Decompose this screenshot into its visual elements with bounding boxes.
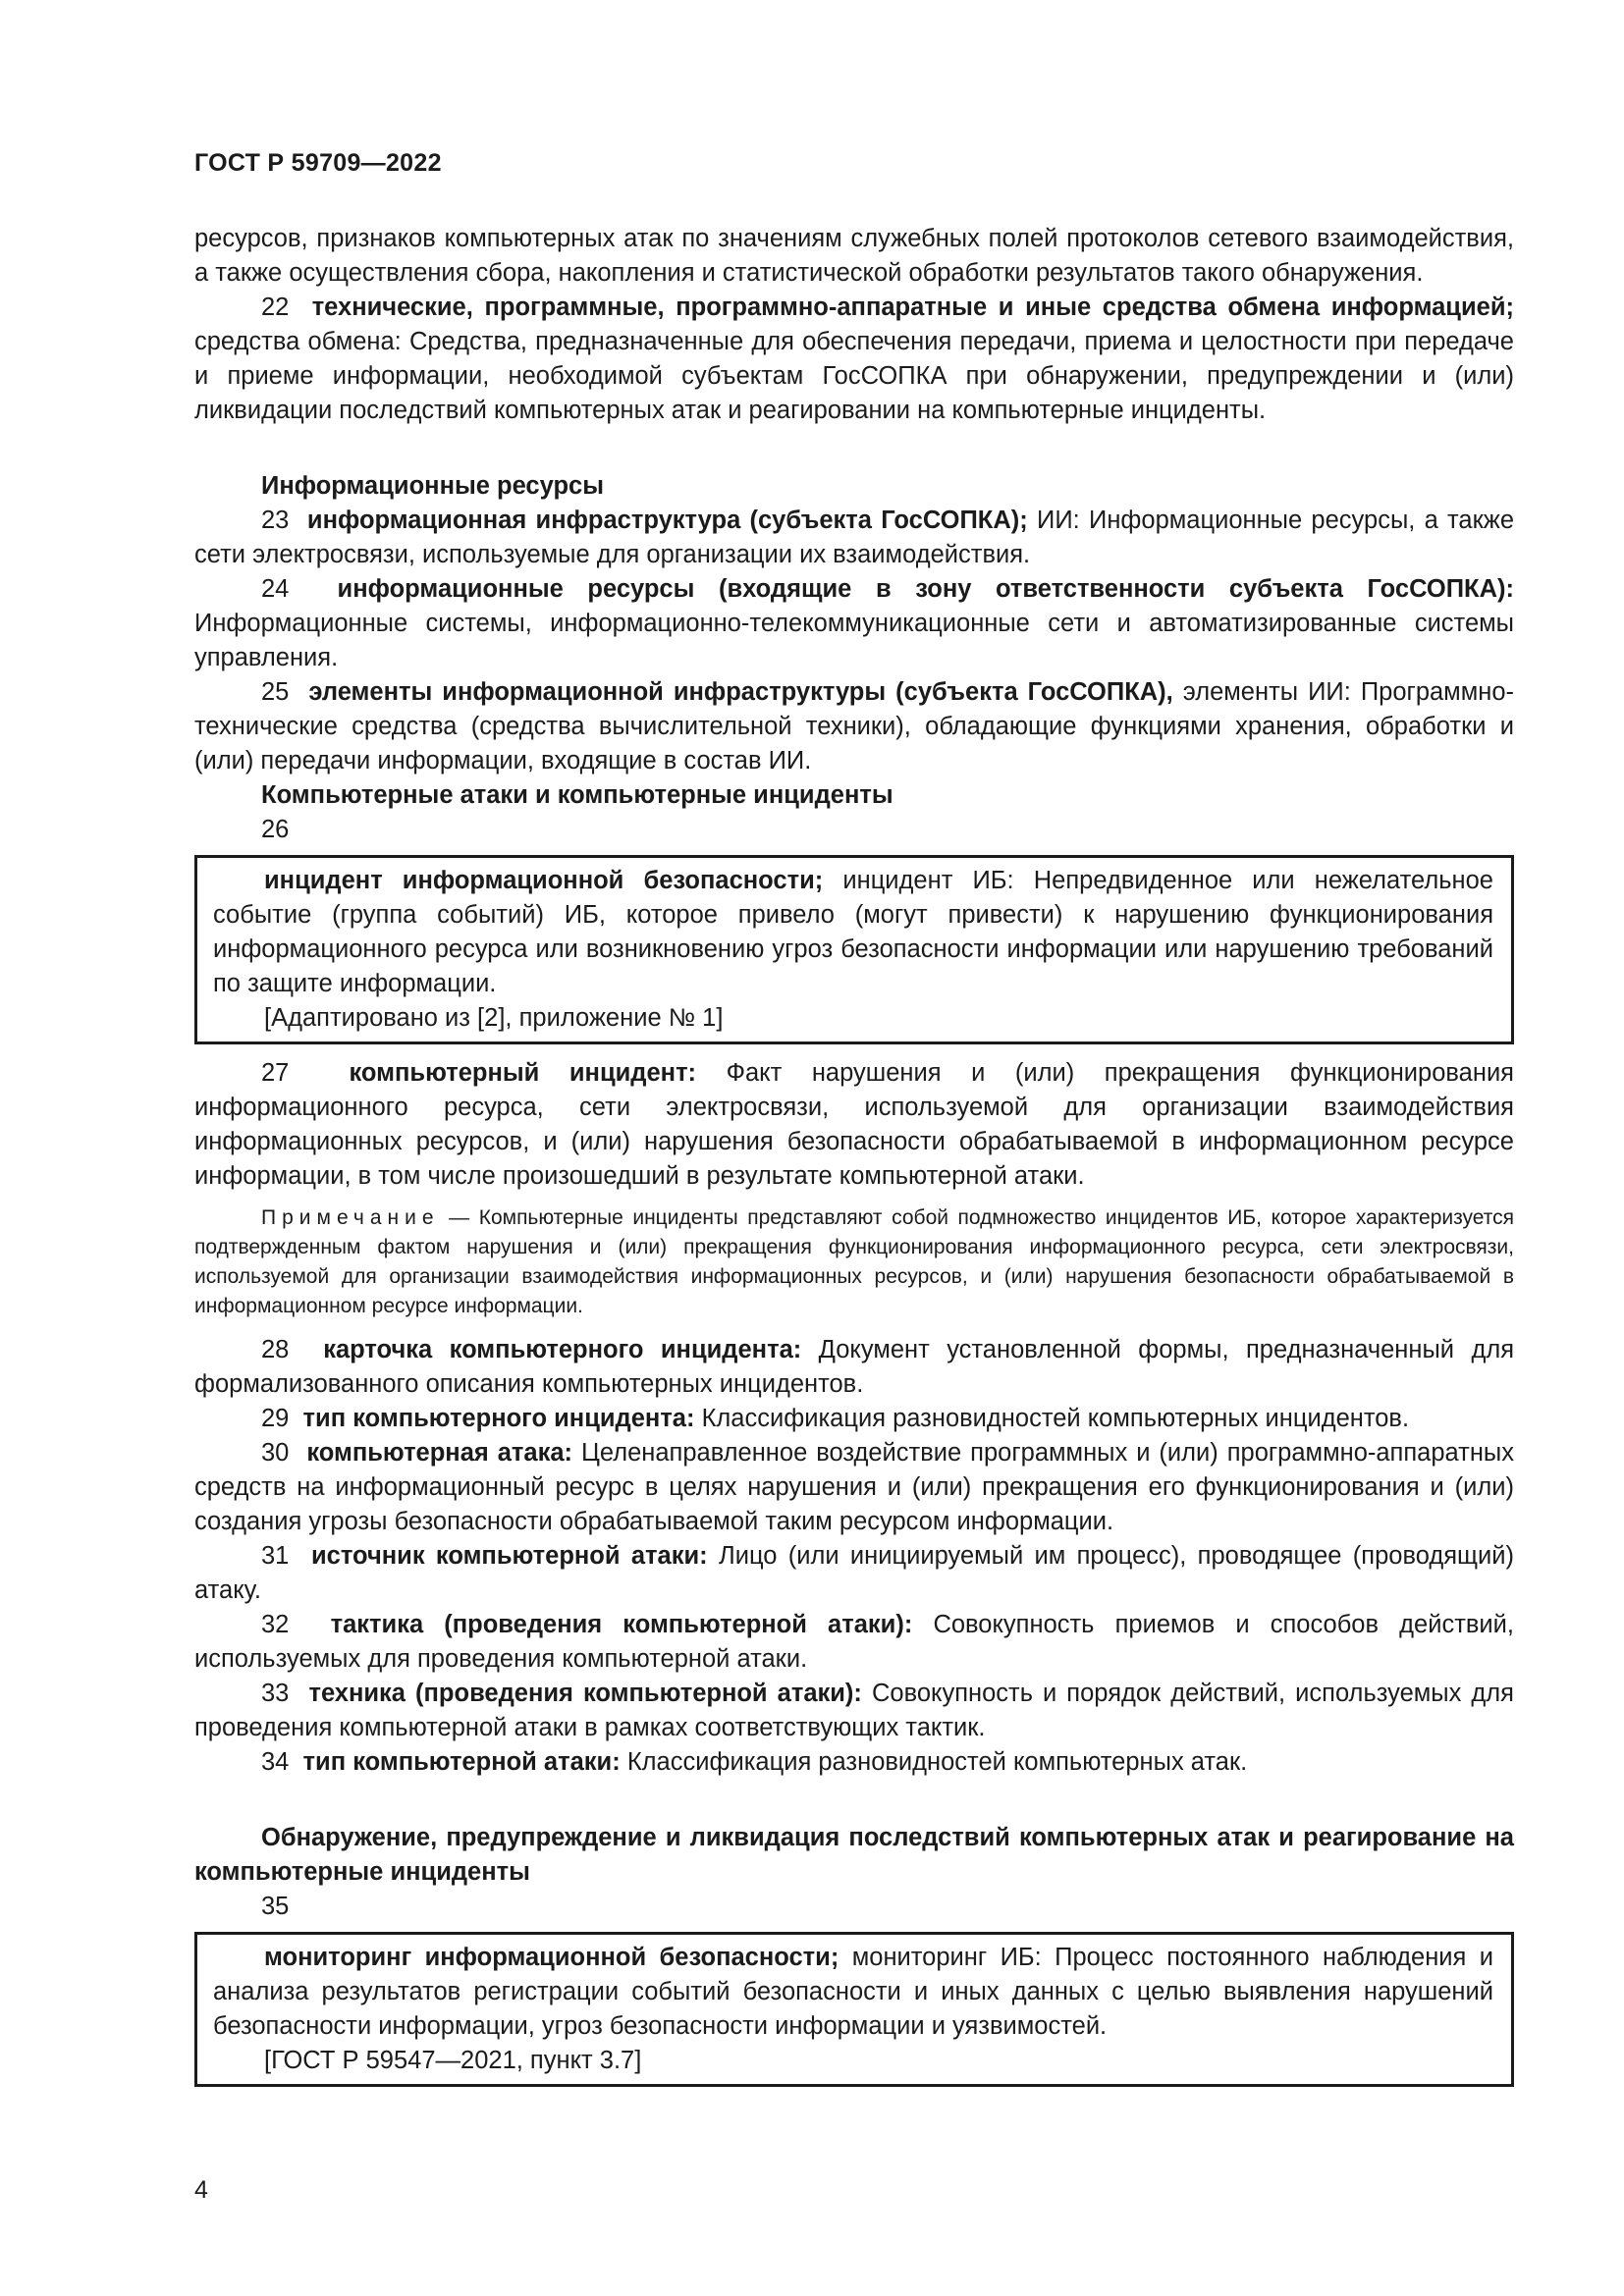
term-title: информационная инфраструктура (субъекта ГосСОПКА); — [306, 507, 1028, 534]
term-number: 30 — [261, 1439, 290, 1467]
term-title: техника (проведения компьютерной атаки): — [308, 1680, 862, 1707]
term-title: технические, программные, программно-аппаратные и иные средства обмена информацией; — [311, 294, 1514, 321]
term-number: 25 — [261, 678, 290, 706]
term-number: 33 — [261, 1680, 290, 1707]
term-number: 22 — [261, 294, 290, 321]
term-title: элементы информационной инфраструктуры (субъекта ГосСОПКА), — [308, 678, 1173, 706]
term-number: 34 — [261, 1748, 290, 1776]
section-heading-attacks: Компьютерные атаки и компьютерные инциденты — [261, 781, 893, 809]
section-heading-resources: Информационные ресурсы — [261, 472, 604, 500]
term-number: 32 — [261, 1611, 290, 1638]
term-definition: инцидент ИБ: Непредвиденное или нежелательное событие (группа событий) ИБ, которое привело (могут привести) к нарушению функционирования информационного ресурса или возникновению угроз безопасности информации или нарушению требований по защите информации. — [213, 867, 1493, 997]
term-33 — [194, 1677, 1514, 1745]
term-number: 23 — [261, 507, 290, 534]
term-34 — [194, 1745, 1514, 1780]
term-23 — [194, 504, 1514, 572]
term-number: 29 — [261, 1405, 290, 1432]
note-27 — [194, 1203, 1514, 1321]
term-definition: Информационные системы, информационно-телекоммуникационные сети и автоматизированные системы управления. — [194, 610, 1514, 671]
note-label: Примечание — [261, 1206, 440, 1229]
term-definition: Лицо (или инициируемый им процесс), проводящее (проводящий) атаку. — [194, 1542, 1514, 1604]
term-source: [ГОСТ Р 59547—2021, пункт 3.7] — [264, 2047, 642, 2074]
note-text: — Компьютерные инциденты представляют собой подмножество инцидентов ИБ, которое характеризуется подтвержденным фактом нарушения и (или) прекращения функционирования информационного ресурса, сети электросвязи, используемой для организации взаимодействия информационных ресурсов, и (или) нарушения безопасности обрабатываемой в информационном ресурсе информации. — [194, 1206, 1514, 1317]
term-number-26: 26 — [261, 816, 290, 843]
term-title: тактика (проведения компьютерной атаки): — [330, 1611, 913, 1638]
term-title: тип компьютерного инцидента: — [302, 1405, 695, 1432]
term-number: 28 — [261, 1336, 290, 1363]
paragraph-intro: ресурсов, признаков компьютерных атак по значениям служебных полей протоколов сетевого взаимодействия, а также осуществления сбора, накопления и статистической обработки результатов такого обнаружения. — [194, 225, 1514, 287]
term-definition: Классификация разновидностей компьютерных атак. — [626, 1748, 1248, 1776]
term-definition: элементы ИИ: Программно-технические средства (средства вычислительной техники), обладающие функциями хранения, обработки и (или) передачи информации, входящие в состав ИИ. — [194, 678, 1515, 774]
term-27 — [194, 1056, 1514, 1194]
page-number: 4 — [194, 2176, 208, 2204]
section-heading-detection: Обнаружение, предупреждение и ликвидация последствий компьютерных атак и реагирование на компьютерные инциденты — [194, 1824, 1514, 1886]
term-definition: средства обмена: Средства, предназначенные для обеспечения передачи, приема и целостности при передаче и приеме информации, необходимой субъектам ГосСОПКА при обнаружении, предупреждении и (или) ликвидации последствий компьютерных атак и реагировании на компьютерные инциденты. — [194, 328, 1514, 424]
term-number: 31 — [261, 1542, 290, 1570]
term-35 — [213, 1941, 1493, 2044]
term-title: источник компьютерной атаки: — [311, 1542, 708, 1570]
term-box-35 — [194, 1932, 1514, 2087]
term-29 — [194, 1402, 1514, 1436]
term-28 — [194, 1333, 1514, 1402]
term-title: мониторинг информационной безопасности; — [264, 1944, 839, 1971]
term-title: инцидент информационной безопасности; — [264, 867, 824, 894]
term-definition: Целенаправленное воздействие программных и (или) программно-аппаратных средств на информационный ресурс в целях нарушения и (или) прекращения его функционирования и (или) создания угрозы безопасности обрабатываемой таким ресурсом информации. — [194, 1439, 1514, 1535]
document-header: ГОСТ Р 59709—2022 — [194, 149, 442, 177]
term-title: информационные ресурсы (входящие в зону ответственности субъекта ГосСОПКА): — [337, 575, 1515, 603]
term-title: компьютерная атака: — [306, 1439, 573, 1467]
document-body — [194, 222, 1514, 2087]
term-definition: Классификация разновидностей компьютерных инцидентов. — [701, 1405, 1410, 1432]
term-number: 27 — [261, 1059, 290, 1087]
term-definition: мониторинг ИБ: Процесс постоянного наблюдения и анализа результатов регистрации событий безопасности и иных данных с целью выявления нарушений безопасности информации, угроз безопасности информации и уязвимостей. — [213, 1944, 1493, 2040]
term-source: [Адаптировано из [2], приложение № 1] — [264, 1004, 724, 1032]
term-30 — [194, 1436, 1514, 1539]
term-title: компьютерный инцидент: — [349, 1059, 697, 1087]
term-definition: ИИ: Информационные ресурсы, а также сети электросвязи, используемые для организации их взаимодействия. — [194, 507, 1515, 568]
term-22 — [194, 291, 1514, 428]
term-definition: Совокупность приемов и способов действий, используемых для проведения компьютерной атаки. — [194, 1611, 1514, 1673]
term-number: 24 — [261, 575, 290, 603]
term-number-35: 35 — [261, 1893, 290, 1920]
term-24 — [194, 572, 1514, 675]
term-box-26 — [194, 855, 1514, 1044]
term-26 — [213, 864, 1493, 1001]
term-25 — [194, 675, 1514, 778]
term-32 — [194, 1608, 1514, 1677]
term-definition: Факт нарушения и (или) прекращения функционирования информационного ресурса, сети электросвязи, используемой для организации взаимодействия информационных ресурсов, и (или) нарушения безопасности обрабатываемой в информационном ресурсе информации, в том числе произошедший в результате компьютерной атаки. — [194, 1059, 1514, 1190]
term-title: карточка компьютерного инцидента: — [323, 1336, 802, 1363]
term-31 — [194, 1539, 1514, 1608]
term-definition: Совокупность и порядок действий, используемых для проведения компьютерной атаки в рамках соответствующих тактик. — [194, 1680, 1514, 1741]
term-definition: Документ установленной формы, предназначенный для формализованного описания компьютерных инцидентов. — [194, 1336, 1515, 1398]
term-title: тип компьютерной атаки: — [302, 1748, 621, 1776]
